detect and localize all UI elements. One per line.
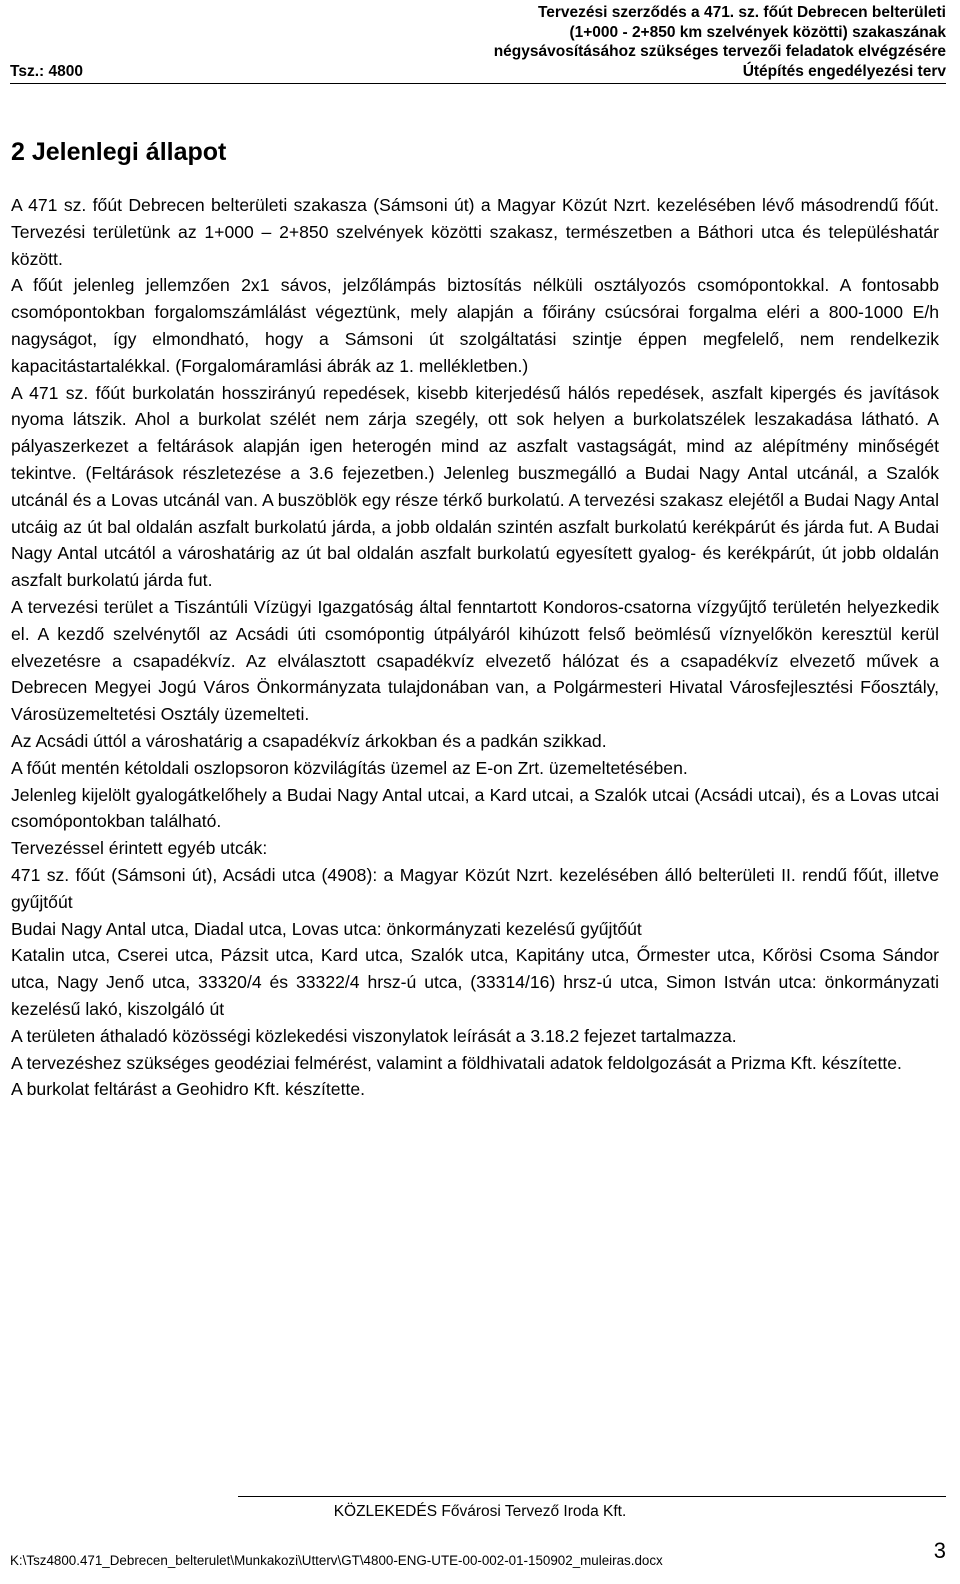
- header-tsz: Tsz.: 4800: [10, 62, 83, 80]
- paragraph: Jelenleg kijelölt gyalogátkelőhely a Budai Nagy Antal utcai, a Kard utcai, a Szalók utcai (Acsádi utcai), és a Lovas utcai csomópontokban található.: [11, 784, 939, 832]
- paragraph: A főút mentén kétoldali oszlopsoron közvilágítás üzemel az E-on Zrt. üzemeltetésében.: [11, 757, 688, 778]
- page-header: [10, 3, 946, 84]
- paragraph: A 471 sz. főút burkolatán hosszirányú repedések, kisebb kiterjedésű hálós repedések, aszfalt kipergés és javítások nyoma látszik. Ahol a burkolat szélét nem zárja szegély, ott sok helyen a burkolatszélek leszakadása látható. A pályaszerkezet a feltárások alapján igen heterogén mind az aszfalt vastagságát, mind az alépítmény minőségét tekintve. (Feltárások részletezése a 3.6 fejezetben.) Jelenleg buszmegálló a Budai Nagy Antal utcánál, a Szalók utcánál és a Lovas utcánál van. A buszöblök egy része térkő burkolatú. A tervezési szakasz elejétől a Budai Nagy Antal utcáig az út bal oldalán aszfalt burkolatú járda, a jobb oldalán szintén aszfalt burkolatú kerékpárút és járda fut. A Budai Nagy Antal utcától a városhatárig az út bal oldalán aszfalt burkolatú egyesített gyalog- és kerékpárút, út jobb oldalán aszfalt burkolatú járda fut.: [11, 382, 939, 591]
- section-title: 2 Jelenlegi állapot: [11, 138, 227, 166]
- paragraph: A területen áthaladó közösségi közlekedési viszonylatok leírását a 3.18.2 fejezet tartalmazza.: [11, 1025, 737, 1046]
- paragraph: 471 sz. főút (Sámsoni út), Acsádi utca (4908): a Magyar Közút Nzrt. kezelésében álló belterületi II. rendű főút, illetve gyűjtőút: [11, 864, 939, 912]
- header-title: [494, 3, 946, 81]
- footer-company: KÖZLEKEDÉS Fővárosi Tervező Iroda Kft.: [333, 1503, 627, 1520]
- footer-file-path: K:\Tsz4800.471_Debrecen_belterulet\Munkakozi\Utterv\GT\4800-ENG-UTE-00-002-01-150902_muleiras.docx: [10, 1553, 663, 1568]
- paragraph: Katalin utca, Cserei utca, Pázsit utca, Kard utca, Szalók utca, Kapitány utca, Őrmester utca, Kőrösi Csoma Sándor utca, Nagy Jenő utca, 33320/4 és 33322/4 hrsz-ú utca, (33314/16) hrsz-ú utca, Simon István utca: önkormányzati kezelésű lakó, kiszolgáló út: [11, 945, 939, 1019]
- header-title-line: Tervezési szerződés a 471. sz. főút Debrecen belterületi: [537, 4, 946, 21]
- paragraph: A főút jelenleg jellemzően 2x1 sávos, jelzőlámpás biztosítás nélküli osztályozós csomópontokkal. A fontosabb csomópontokban forgalomszámlálást végeztünk, mely alapján a főirány csúcsórai forgalma eléri a 800-1000 E/h nagyságot, így elmondható, hogy a Sámsoni út szolgáltatási szintje éppen megfelelő, nem rendelkezik kapacitástartalékkal. (Forgalomáramlási ábrák az 1. mellékletben.): [11, 275, 939, 376]
- footer-divider: [238, 1496, 946, 1497]
- paragraph: A burkolat feltárást a Geohidro Kft. készítette.: [11, 1079, 366, 1100]
- paragraph: A tervezési terület a Tiszántúli Vízügyi Igazgatóság által fenntartott Kondoros-csatorna vízgyűjtő területén helyezkedik el. A kezdő szelvénytől az Acsádi úti csomópontig útpályáról kihúzott felső beömlésű víznyelőkön keresztül kerül elvezetésre a csapadékvíz. Az elválasztott csapadékvíz elvezető hálózat és a csapadékvíz elvezető művek a Debrecen Megyei Jogú Város Önkormányzata tulajdonában van, a Polgármesteri Hivatal Városfejlesztési Főosztály, Városüzemeltetési Osztály üzemelteti.: [11, 596, 939, 725]
- paragraph: Az Acsádi úttól a városhatárig a csapadékvíz árkokban és a padkán szikkad.: [11, 730, 607, 751]
- page-number: 3: [933, 1538, 946, 1563]
- header-title-line: (1+000 - 2+850 km szelvények közötti) szakaszának: [569, 23, 946, 41]
- header-title-line: Útépítés engedélyezési terv: [742, 62, 946, 80]
- body-text: [11, 192, 939, 1103]
- header-title-line: négysávosításához szükséges tervezői feladatok elvégzésére: [493, 43, 946, 60]
- paragraph: Tervezéssel érintett egyéb utcák:: [11, 838, 268, 859]
- paragraph: A 471 sz. főút Debrecen belterületi szakasza (Sámsoni út) a Magyar Közút Nzrt. kezelésében lévő másodrendű főút. Tervezési területünk az 1+000 – 2+850 szelvények közötti szakasz, természetben a Báthori utca és településhatár között.: [11, 195, 939, 269]
- paragraph: A tervezéshez szükséges geodéziai felmérést, valamint a földhivatali adatok feldolgozását a Prizma Kft. készítette.: [11, 1052, 902, 1073]
- paragraph: Budai Nagy Antal utca, Diadal utca, Lovas utca: önkormányzati kezelésű gyűjtőút: [11, 918, 642, 939]
